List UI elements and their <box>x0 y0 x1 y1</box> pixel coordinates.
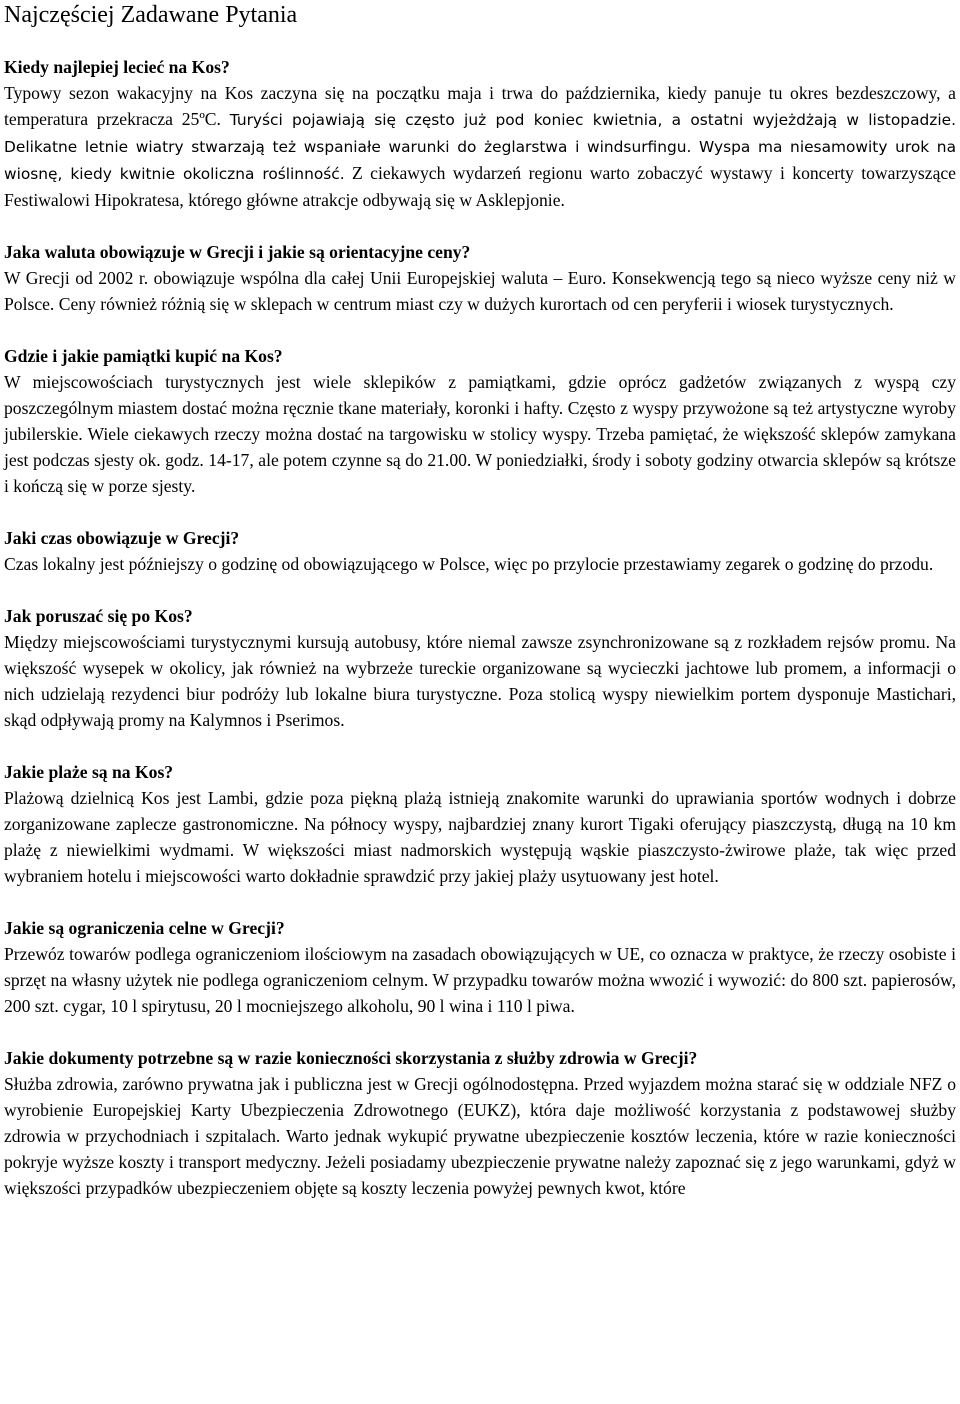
faq-answer-part: Z ciekawych wydarzeń regionu warto zobaczyć wystawy i koncerty towarzyszące Festiwalowi Hipokratesa, którego główne atrakcje odbywają się w Asklepjonie. <box>4 163 956 210</box>
faq-question: Kiedy najlepiej lecieć na Kos? <box>4 57 230 77</box>
faq-item-healthcare <box>4 1045 956 1201</box>
faq-item-beaches <box>4 759 956 889</box>
faq-item-currency <box>4 239 956 317</box>
faq-question: Jaka waluta obowiązuje w Grecji i jakie są orientacyjne ceny? <box>4 242 471 262</box>
faq-item-best-time <box>4 54 956 213</box>
faq-answer: Czas lokalny jest późniejszy o godzinę od obowiązującego w Polsce, więc po przylocie przestawiamy zegarek o godzinę do przodu. <box>4 554 934 574</box>
faq-answer: Przewóz towarów podlega ograniczeniom ilościowym na zasadach obowiązujących w UE, co oznacza w praktyce, że rzeczy osobiste i sprzęt na własny użytek nie podlega ograniczeniom celnym. W przypadku towarów można wwozić i wywozić: do 800 szt. papierosów, 200 szt. cygar, 10 l spirytusu, 20 l mocniejszego alkoholu, 90 l wina i 110 l piwa. <box>4 944 956 1016</box>
faq-answer <box>4 80 956 213</box>
page-title: Najczęściej Zadawane Pytania <box>4 2 298 28</box>
faq-item-transport <box>4 603 956 733</box>
faq-question: Jakie plaże są na Kos? <box>4 762 174 782</box>
faq-answer: W miejscowościach turystycznych jest wiele sklepików z pamiątkami, gdzie oprócz gadżetów związanych z wyspą czy poszczególnym miastem dostać można ręcznie tkane materiały, koronki i hafty. Często z wyspy przywożone są też artystyczne wyroby jubilerskie. Wiele ciekawych rzeczy można dostać na targowisku w stolicy wyspy. Trzeba pamiętać, że większość sklepów zamykana jest podczas sjesty ok. godz. 14-17, ale potem czynne są do 21.00. W poniedziałki, środy i soboty godziny otwarcia sklepów są krótsze i kończą się w porze sjesty. <box>4 372 956 496</box>
faq-item-customs <box>4 915 956 1019</box>
faq-answer: W Grecji od 2002 r. obowiązuje wspólna dla całej Unii Europejskiej waluta – Euro. Konsekwencją tego są nieco wyższe ceny niż w Polsce. Ceny również różnią się w sklepach w centrum miast czy w dużych kurortach od cen peryferii i wiosek turystycznych. <box>4 268 956 314</box>
faq-answer-part: Turyści pojawiają się często już pod koniec kwietnia, a ostatni wyjeżdżają w listopadzie. Delikatne letnie wiatry stwarzają też wspaniałe warunki do żeglarstwa i windsurfingu. Wyspa ma niesamowity urok na wiosnę, kiedy kwitnie okoliczna roślinność. <box>4 111 956 183</box>
faq-item-time-zone <box>4 525 956 577</box>
faq-answer: Plażową dzielnicą Kos jest Lambi, gdzie poza piękną plażą istnieją znakomite warunki do uprawiania sportów wodnych i dobrze zorganizowane zaplecze gastronomiczne. Na północy wyspy, najbardziej znany kurort Tigaki oferujący piaszczystą, długą na 10 km plażę z niewielkimi wydmami. W większości miast nadmorskich występują wąskie piaszczysto-żwirowe plaże, tak więc przed wybraniem hotelu i miejscowości warto dokładnie sprawdzić przy jakiej plaży usytuowany jest hotel. <box>4 788 956 886</box>
faq-item-souvenirs <box>4 343 956 499</box>
faq-question: Gdzie i jakie pamiątki kupić na Kos? <box>4 346 283 366</box>
faq-question: Jaki czas obowiązuje w Grecji? <box>4 528 240 548</box>
faq-answer-part: Typowy sezon wakacyjny na Kos zaczyna się na początku maja i trwa do października, kiedy panuje tu okres bezdeszczowy, a temperatura przekracza 25ºC. <box>4 83 956 129</box>
faq-answer: Między miejscowościami turystycznymi kursują autobusy, które niemal zawsze zsynchronizowane są z rozkładem rejsów promu. Na większość wysepek w okolicy, jak również na wybrzeże tureckie organizowane są wycieczki jachtowe lub promem, a informacji o nich udzielają rezydenci biur podróży lub lokalne biura turystyczne. Poza stolicą wyspy niewielkim portem dysponuje Mastichari, skąd odpływają promy na Kalymnos i Pserimos. <box>4 632 956 730</box>
faq-question: Jakie są ograniczenia celne w Grecji? <box>4 918 285 938</box>
faq-answer: Służba zdrowia, zarówno prywatna jak i publiczna jest w Grecji ogólnodostępna. Przed wyjazdem można starać się w oddziale NFZ o wyrobienie Europejskiej Karty Ubezpieczenia Zdrowotnego (EUKZ), która daje możliwość korzystania z podstawowej służby zdrowia w przychodniach i szpitalach. Warto jednak wykupić prywatne ubezpieczenie kosztów leczenia, które w razie konieczności pokryje wyższe koszty i transport medyczny. Jeżeli posiadamy ubezpieczenie prywatne należy zapoznać się z jego warunkami, gdyż w większości przypadków ubezpieczeniem objęte są koszty leczenia powyżej pewnych kwot, które <box>4 1074 956 1198</box>
faq-question: Jak poruszać się po Kos? <box>4 606 193 626</box>
faq-question: Jakie dokumenty potrzebne są w razie konieczności skorzystania z służby zdrowia w Grecji? <box>4 1048 698 1068</box>
